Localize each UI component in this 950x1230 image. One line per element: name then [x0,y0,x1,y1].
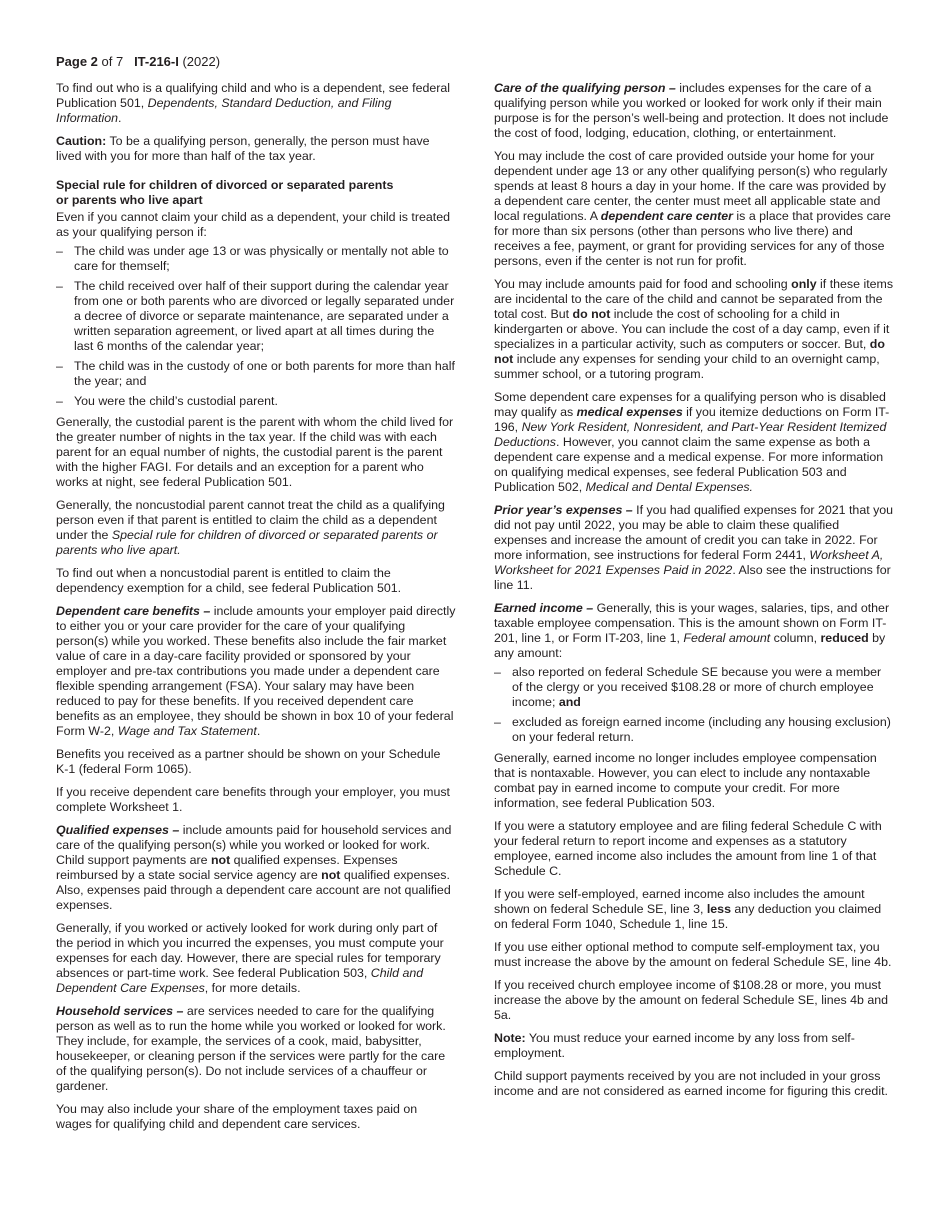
list-item: – The child was in the custody of one or both parents for more than half the year; and [56,359,456,389]
paragraph: Earned income – Generally, this is your wages, salaries, tips, and other taxable employee compensation. This is the amount shown on Form IT-201, line 1, or Form IT-203, line 1, Federal amount column, reduced by any amount: [494,601,890,660]
paragraph: Care of the qualifying person – includes expenses for the care of a qualifying person while you worked or looked for work only if their main purpose is for the person’s well-being and protection. It does not include the cost of food, lodging, education, clothing, or entertainment. [494,81,889,140]
list-item: – excluded as foreign earned income (including any housing exclusion) on your federal return. [494,715,894,745]
paragraph: To find out when a noncustodial parent is entitled to claim the dependency exemption for a child, see federal Publication 501. [56,566,402,595]
paragraph: Prior year’s expenses – If you had qualified expenses for 2021 that you did not pay until 2022, you may be able to claim these qualified expenses and increase the amount of credit you can take in 2022. For more information, see instructions for federal Form 2441, Worksheet A, Worksheet for 2021 Expenses Paid in 2022. Also see the instructions for line 11. [494,503,894,592]
list-item: – The child was under age 13 or was physically or mentally not able to care for themself; [56,244,456,274]
paragraph: Qualified expenses – include amounts paid for household services and care of the qualifying person(s) while you worked or looked for work. Child support payments are not qualified expenses. Expenses reimbursed by a state social service agency are not qualified expenses. Also, expenses paid through a dependent care account are not qualified expenses. [56,823,452,912]
page-count: of 7 [97,54,124,69]
paragraph: Child support payments received by you are not included in your gross income and are not considered as earned income for figuring this credit. [494,1069,888,1098]
paragraph: Generally, the noncustodial parent cannot treat the child as a qualifying person even if that parent is entitled to claim the child as a dependent under the Special rule for children of divorced or separated parents or parents who live apart. [56,498,445,557]
paragraph: Generally, the custodial parent is the parent with whom the child lived for the greater number of nights in the tax year. If the child was with each parent for an equal number of nights, the custodial parent is the parent with the higher FAGI. For details and an exception for a parent who works at night, see federal Publication 501. [56,415,454,489]
caution-paragraph: Caution: To be a qualifying person, generally, the person must have lived with you for more than half of the tax year. [56,134,430,163]
paragraph: Some dependent care expenses for a qualifying person who is disabled may qualify as medical expenses if you itemize deductions on Form IT-196, New York Resident, Nonresident, and Part-Year Resident Itemized Deductions. However, you cannot claim the same expense as both a dependent care expense and a medical expense. For more information on qualifying medical expenses, see federal Publication 503 and Publication 502, Medical and Dental Expenses. [494,390,890,494]
paragraph: To find out who is a qualifying child and who is a dependent, see federal Publication 501, Dependents, Standard Deduction, and Filing Information. [56,81,451,125]
earned-income-list [494,665,894,745]
paragraph: You may include amounts paid for food and schooling only if these items are incidental to the care of the child and cannot be separated from the total cost. But do not include the cost of schooling for a child in kindergarten or above. You can include the cost of a day camp, even if it specializes in a particular activity, such as computers or soccer. But, do not include any expenses for sending your child to an overnight camp, summer school, or a tutoring program. [494,277,894,381]
list-item: – The child received over half of their support during the calendar year from one or both parents who are divorced or legally separated under a decree of divorce or separate maintenance, are separated under a written separation agreement, or lived apart at all times during the last 6 months of the calendar year; [56,279,456,354]
paragraph: You may also include your share of the employment taxes paid on wages for qualifying child and dependent care services. [56,1102,418,1131]
paragraph: If you use either optional method to compute self-employment tax, you must increase the above by the amount on federal Schedule SE, line 4b. [494,940,892,969]
right-column [494,81,894,1107]
form-number: IT-216-I [134,54,179,69]
paragraph: Benefits you received as a partner should be shown on your Schedule K-1 (federal Form 1065). [56,747,441,776]
paragraph: Even if you cannot claim your child as a dependent, your child is treated as your qualifying person if: [56,210,450,239]
list-item: – You were the child’s custodial parent. [56,394,456,409]
paragraph: Dependent care benefits – include amounts your employer paid directly to either you or your care provider for the care of your qualifying person(s) while you worked. These benefits also include the fair market value of care in a day-care facility provided or sponsored by your employer and pre-tax contributions you made under a dependent care flexible spending arrangement (FSA). Your salary may have been reduced to pay for these benefits. If you received dependent care benefits as an employee, they should be shown in box 10 of your federal Form W-2, Wage and Tax Statement. [56,604,456,738]
paragraph: If you received church employee income of $108.28 or more, you must increase the above by the amount on federal Schedule SE, lines 4b and 5a. [494,978,889,1022]
form-year: (2022) [178,54,221,69]
condition-list [56,244,456,409]
page-header [56,54,220,70]
paragraph: If you were a statutory employee and are filing federal Schedule C with your federal return to report income and expenses as a statutory employee, earned income also includes the amount from line 1 of that Schedule C. [494,819,882,878]
paragraph: If you were self-employed, earned income also includes the amount shown on federal Schedule SE, line 3, less any deduction you claimed on federal Form 1040, Schedule 1, line 15. [494,887,882,931]
list-item: – also reported on federal Schedule SE because you were a member of the clergy or you received $108.28 or more of church employee income; and [494,665,894,710]
note-paragraph: Note: You must reduce your earned income by any loss from self-employment. [494,1031,855,1060]
paragraph: Generally, if you worked or actively looked for work during only part of the period in which you incurred the expenses, you must compute your expenses for each day. However, there are special rules for temporary absences or part-time work. See federal Publication 503, Child and Dependent Care Expenses, for more details. [56,921,444,995]
paragraph: Household services – are services needed to care for the qualifying person as well as to run the home while you worked or looked for work. They include, for example, the services of a cook, maid, babysitter, housekeeper, or cleaning person if the services were partly for the care of the qualifying person(s). Do not include services of a chauffeur or gardener. [56,1004,446,1093]
paragraph: You may include the cost of care provided outside your home for your dependent under age 13 or any other qualifying person(s) who regularly spends at least 8 hours a day in your home. If the care was provided by a dependent care center, the center must meet all applicable state and local regulations. A dependent care center is a place that provides care for more than six persons (other than persons who live there) and receives a fee, payment, or grant for providing services for any of those persons, even if the center is not run for profit. [494,149,891,268]
page-label: Page 2 [56,54,98,69]
paragraph: Generally, earned income no longer includes employee compensation that is nontaxable. However, you can elect to include any nontaxable combat pay in earned income to compute your credit. For more information, see federal Publication 503. [494,751,877,810]
left-column [56,81,456,1140]
section-heading: Special rule for children of divorced or separated parents or parents who live apart [56,178,394,207]
paragraph: If you receive dependent care benefits through your employer, you must complete Worksheet 1. [56,785,450,814]
